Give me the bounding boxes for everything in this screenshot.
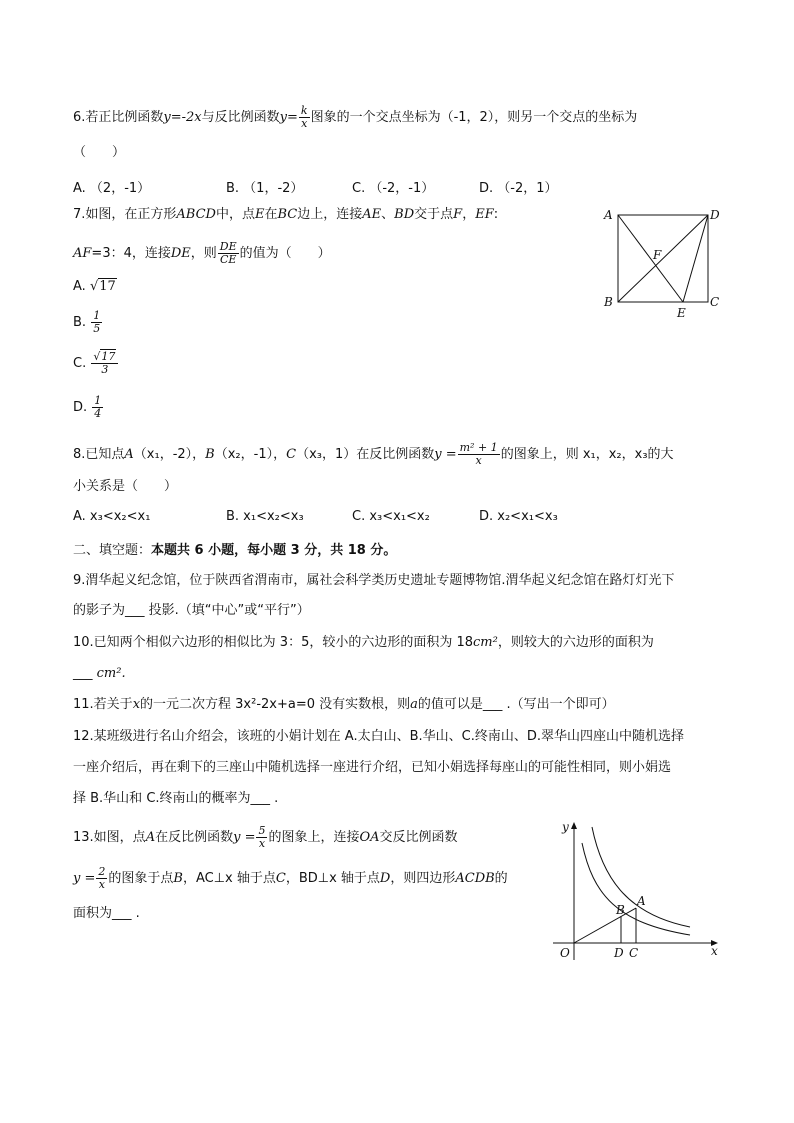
q13-math: D [379,871,391,886]
q13-text: 的 [494,871,508,886]
fraction-numerator: 1 [94,394,102,407]
q13-text: 的图象上，连接 [268,830,360,845]
q6-option-b: B. （1，-2） [226,181,304,196]
label-f: F [653,248,662,262]
option-label: D. [73,400,88,415]
option-label: B. [73,315,87,330]
q8-option-b: B. x₁<x₂<x₃ [226,509,304,524]
q13-function-fraction [256,825,267,850]
fraction-denominator: x [98,878,105,891]
fraction-denominator: x [301,117,308,130]
q13-stem-line1 [73,825,458,850]
segment-oa [574,908,636,943]
q8-math: B [205,447,215,462]
q13-graph-figure [545,815,730,965]
q11-text: 11.若关于 [73,697,133,712]
q13-text: 交反比例函数 [379,830,458,845]
q8-math: A [124,447,134,462]
q7-square-figure [600,205,730,320]
fraction-numerator: 1 [93,309,101,322]
label-c: C [710,295,720,309]
q11-stem [73,695,615,715]
option-label: A. [73,279,86,294]
q7-option-d [73,395,104,420]
q7-text: 、 [381,207,395,222]
q13-math: A [145,830,156,845]
section-2-heading [73,541,396,561]
q13-stem-line3: 面积为___ . [73,906,140,921]
label-e: E [677,306,686,320]
q13-text: 13.如图，点 [73,830,146,845]
q7-text: 交于点 [414,207,454,222]
q7-text: ， [462,207,476,222]
fraction [92,395,103,420]
q7-math: EF [475,207,494,222]
q6-text: 与反比例函数 [201,110,280,125]
q13-math: C [275,871,286,886]
q12-stem-line3: 择 B.华山和 C.终南山的概率为___ . [73,791,279,806]
q7-math: E [254,207,265,222]
q13-text: ，AC⊥x 轴于点 [182,871,276,886]
fraction-denominator: CE [220,253,237,266]
section-description: 本题共 6 小题，每小题 3 分，共 18 分。 [151,543,397,558]
q7-stem-line2 [73,241,331,266]
q6-stem [73,105,637,130]
q6-text: 图象的一个交点坐标为（-1，2），则另一个交点的坐标为 [310,110,638,125]
segment-de [683,215,708,302]
q7-text: 7.如图，在正方形 [73,207,177,222]
option-label: C. [73,356,87,371]
q13-math: B [173,871,183,886]
q7-math: AE [362,207,382,222]
q8-function-fraction [458,442,500,467]
q7-math: AF [73,246,92,261]
label-c: C [629,946,639,960]
q7-text: ，则 [190,246,217,261]
sqrt-expression: √17 [89,279,116,294]
fraction-denominator: x [258,837,266,850]
q13-text: ，BD⊥x 轴于点 [285,871,380,886]
answer-blank: ___ [73,666,93,681]
q7-text: =3：4，连接 [91,246,171,261]
q12-stem-line2: 一座介绍后，再在剩下的三座山中随机选择一座进行介绍，已知小娟选择每座山的可能性相同，则小娟选 [73,760,672,775]
label-d: D [710,208,720,222]
q13-math: OA [359,830,380,845]
q8-text: 的图象上，则 x₁，x₂，x₃的大 [500,447,674,462]
q10-text: ，则较大的六边形的面积为 [497,635,654,650]
q7-option-c [73,351,119,376]
q10-stem-line2 [73,664,126,684]
q10-unit: cm² [473,635,498,650]
label-y: y [562,820,569,834]
q6-answer-parentheses: （ ） [73,145,126,160]
q13-text: 在反比例函数 [155,830,234,845]
q13-function-lhs: y = [73,871,96,886]
fraction [91,310,102,335]
q8-text: 8.已知点 [73,447,125,462]
q8-stem-line1 [73,442,674,467]
q7-text: 中，点 [215,207,255,222]
q8-text: （x₂，-1）， [214,447,287,462]
q6-inverse-function-fraction [299,105,310,130]
q8-function-lhs: y = [434,447,457,462]
q8-option-c: C. x₃<x₁<x₂ [352,509,430,524]
fraction-numerator: 2 [98,865,106,878]
label-a: A [604,208,613,222]
q8-text: （x₁，-2）， [133,447,206,462]
q13-stem-line2 [73,866,508,891]
q13-function-lhs: y = [233,830,256,845]
q8-text: （x₃，1）在反比例函数 [296,447,435,462]
label-d: D [614,946,624,960]
q7-math: BC [277,207,298,222]
q7-ratio-fraction [218,241,239,266]
label-b: B [604,295,613,309]
fraction-numerator: 5 [258,824,266,837]
q6-inverse-function-lhs: y= [279,110,298,125]
q11-text: 的一元二次方程 3x²-2x+a=0 没有实数根，则 [140,697,411,712]
segment-bd [618,215,708,302]
radicand: 17 [99,279,116,294]
label-b: B [616,903,625,917]
q7-math: DE [170,246,191,261]
q10-unit: cm². [96,666,126,681]
fraction [91,351,118,376]
q13-math: ACDB [455,871,495,886]
q13-function-fraction [96,866,107,891]
q13-text: ，则四边形 [390,871,456,886]
q7-text: 在 [264,207,278,222]
q7-text: : [493,207,499,222]
label-a: A [637,894,646,908]
fraction-denominator: 3 [101,363,109,376]
q11-math: x [132,697,141,712]
q7-stem-line1 [73,205,498,225]
q8-stem-line2: 小关系是（ ） [73,479,178,494]
sqrt-expression: √17 [93,350,116,363]
fraction-denominator: 4 [94,407,102,420]
q7-text: 边上，连接 [297,207,363,222]
q7-option-a [73,279,117,294]
section-title: 二、填空题： [73,543,152,558]
q7-text: 的值为（ ） [239,246,331,261]
q11-math: a [410,697,418,712]
fraction-numerator: DE [219,240,237,253]
q8-option-a: A. x₃<x₂<x₁ [73,509,151,524]
q13-text: 的图象于点 [108,871,174,886]
fraction-numerator: m² + 1 [459,441,498,454]
label-o: O [560,946,570,960]
q12-stem-line1: 12.某班级进行名山介绍会，该班的小娟计划在 A.太白山、B.华山、C.终南山、D.翠华山四座山中随机选择 [73,729,685,744]
label-x: x [711,944,718,958]
q6-linear-function: y=-2x [163,110,202,125]
q11-text: 的值可以是___ .（写出一个即可） [417,697,615,712]
q9-stem-line1: 9.渭华起义纪念馆，位于陕西省渭南市，属社会科学类历史遗址专题博物馆.渭华起义纪念馆在路灯灯光下 [73,573,675,588]
radicand: 17 [101,350,116,363]
q7-math: F [453,207,463,222]
fraction-numerator: k [300,104,308,117]
q10-stem-line1 [73,633,654,653]
q7-math: BD [394,207,415,222]
q6-option-c: C. （-2，-1） [352,181,435,196]
q8-math: C [286,447,297,462]
q7-option-b [73,310,103,335]
q7-math: ABCD [176,207,216,222]
fraction-denominator: 5 [93,322,101,335]
q6-text: 6.若正比例函数 [73,110,164,125]
q6-option-d: D. （-2，1） [479,181,558,196]
fraction-denominator: x [475,454,482,467]
q9-stem-line2: 的影子为___ 投影.（填“中心”或“平行”） [73,603,310,618]
q6-option-a: A. （2，-1） [73,181,151,196]
q8-option-d: D. x₂<x₁<x₃ [479,509,558,524]
curve-y-5-over-x [592,827,690,927]
q10-text: 10.已知两个相似六边形的相似比为 3：5，较小的六边形的面积为 18 [73,635,474,650]
segment-ae [618,215,683,302]
